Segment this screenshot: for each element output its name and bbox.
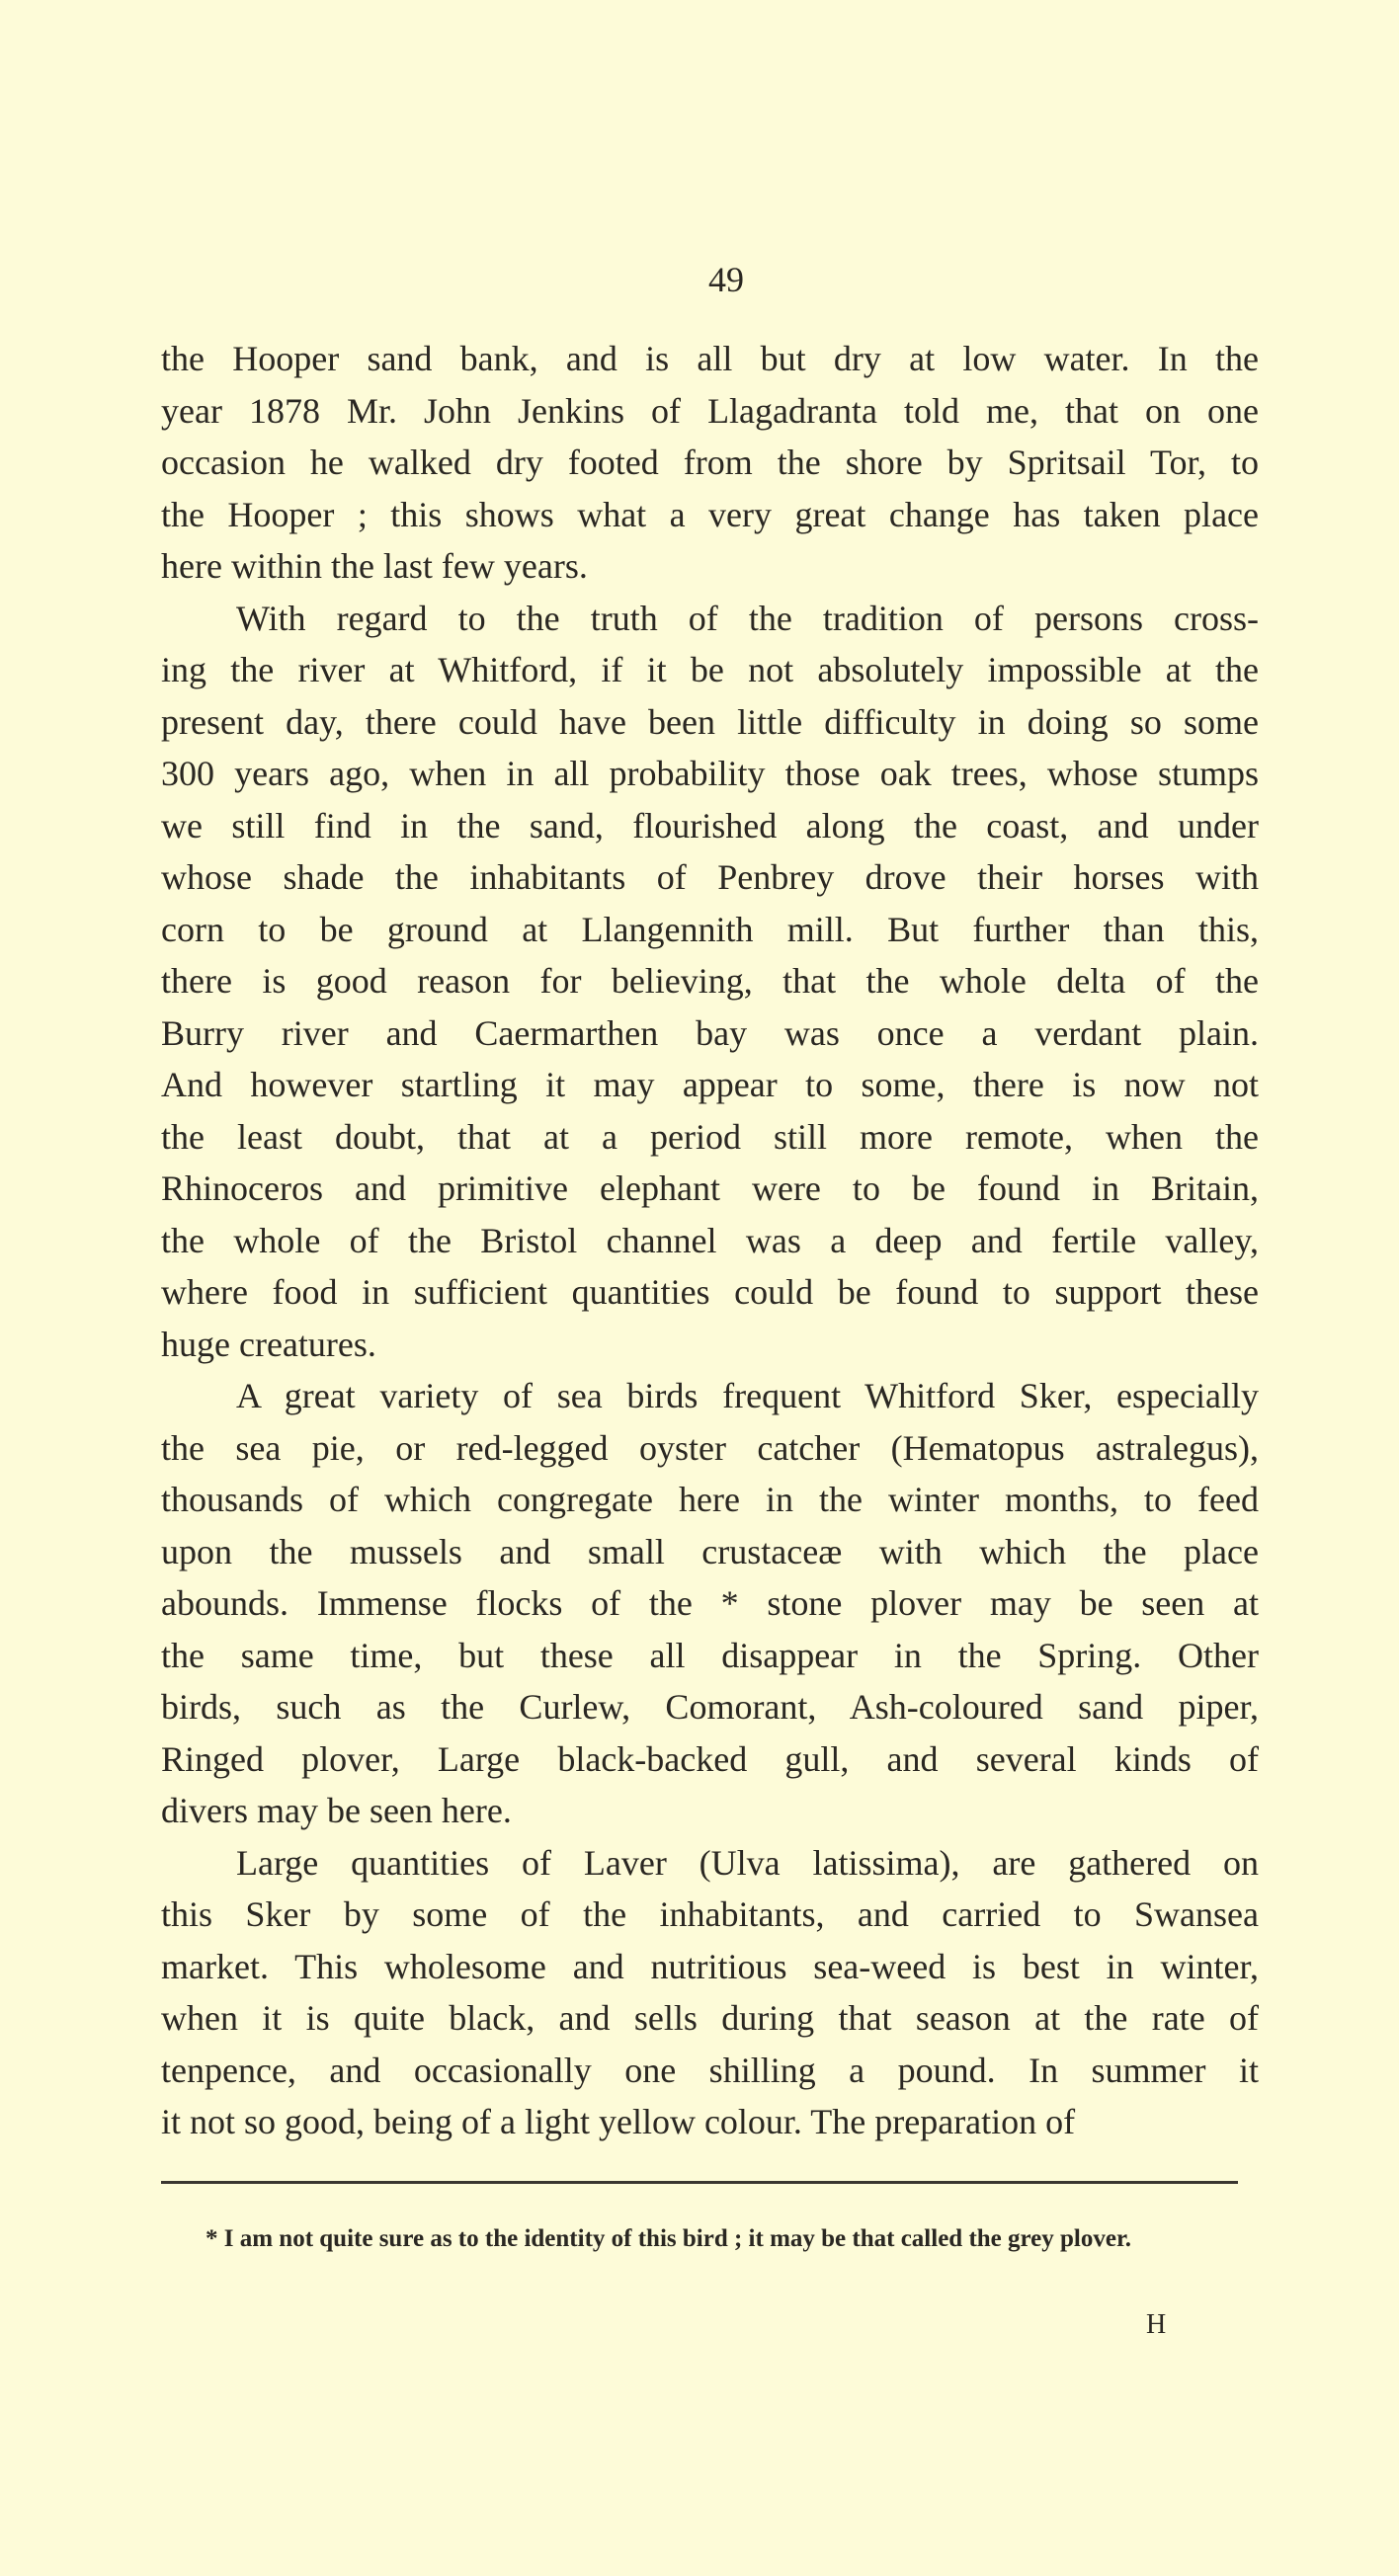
text-line: here within the last few years. xyxy=(161,546,588,586)
body-text xyxy=(161,333,1259,2148)
text-line: there is good reason for believing, that the whole delta of the xyxy=(161,961,1259,1001)
text-line: tenpence, and occasionally one shilling a pound. In summer it xyxy=(161,2050,1259,2090)
text-line: we still find in the sand, flourished along the coast, and under xyxy=(161,805,1259,845)
text-line: occasion he walked dry footed from the shore by Spritsail Tor, to xyxy=(161,443,1259,482)
footnote: * I am not quite sure as to the identity of this bird ; it may be that called the grey plover. xyxy=(206,2225,1132,2252)
paragraph xyxy=(161,333,1259,593)
text-line: the Hooper ; this shows what a very great change has taken place xyxy=(161,494,1259,534)
text-line: the whole of the Bristol channel was a deep and fertile valley, xyxy=(161,1220,1259,1260)
text-line: birds, such as the Curlew, Comorant, Ash-coloured sand piper, xyxy=(161,1687,1259,1727)
text-line: it not so good, being of a light yellow colour. The preparation of xyxy=(161,2102,1076,2141)
text-line: And however startling it may appear to some, there is now not xyxy=(161,1065,1259,1104)
text-line: corn to be ground at Llangennith mill. But further than this, xyxy=(161,909,1259,949)
text-line: With regard to the truth of the tradition of persons cross- xyxy=(236,598,1259,638)
text-line: this Sker by some of the inhabitants, and carried to Swansea xyxy=(161,1894,1259,1934)
text-line: market. This wholesome and nutritious sea-weed is best in winter, xyxy=(161,1946,1259,1986)
text-line: Rhinoceros and primitive elephant were to be found in Britain, xyxy=(161,1168,1259,1208)
paragraph xyxy=(161,1370,1259,1837)
text-line: the least doubt, that at a period still more remote, when the xyxy=(161,1116,1259,1157)
text-line: abounds. Immense flocks of the * stone plover may be seen at xyxy=(161,1583,1259,1623)
text-line: year 1878 Mr. John Jenkins of Llagadranta told me, that on one xyxy=(161,390,1259,431)
text-line: 300 years ago, when in all probability those oak trees, whose stumps xyxy=(161,754,1259,793)
text-line: A great variety of sea birds frequent Whitford Sker, especially xyxy=(236,1376,1259,1415)
text-line: the Hooper sand bank, and is all but dry at low water. In the xyxy=(161,339,1259,378)
paragraph xyxy=(161,593,1259,1371)
text-line: Burry river and Caermarthen bay was once a verdant plain. xyxy=(161,1012,1259,1053)
text-line: where food in sufficient quantities could be found to support these xyxy=(161,1272,1259,1312)
text-line: ing the river at Whitford, if it be not absolutely impossible at the xyxy=(161,650,1259,689)
page-number: 49 xyxy=(708,260,744,299)
text-line: divers may be seen here. xyxy=(161,1791,512,1830)
text-line: whose shade the inhabitants of Penbrey drove their horses with xyxy=(161,857,1259,897)
text-line: when it is quite black, and sells during that season at the rate of xyxy=(161,1998,1259,2038)
text-line: thousands of which congregate here in the winter months, to feed xyxy=(161,1480,1259,1519)
paragraph xyxy=(161,1837,1259,2148)
footnote-rule xyxy=(161,2181,1238,2184)
text-line: huge creatures. xyxy=(161,1324,376,1364)
text-line: upon the mussels and small crustaceæ with which the place xyxy=(161,1531,1259,1571)
text-line: Large quantities of Laver (Ulva latissima), are gathered on xyxy=(236,1842,1259,1883)
signature-mark: H xyxy=(1146,2309,1167,2340)
text-line: Ringed plover, Large black-backed gull, and several kinds of xyxy=(161,1738,1259,1779)
text-line: the same time, but these all disappear in the Spring. Other xyxy=(161,1635,1259,1675)
text-line: the sea pie, or red-legged oyster catcher (Hematopus astralegus), xyxy=(161,1427,1259,1468)
text-line: present day, there could have been little difficulty in doing so some xyxy=(161,701,1259,742)
